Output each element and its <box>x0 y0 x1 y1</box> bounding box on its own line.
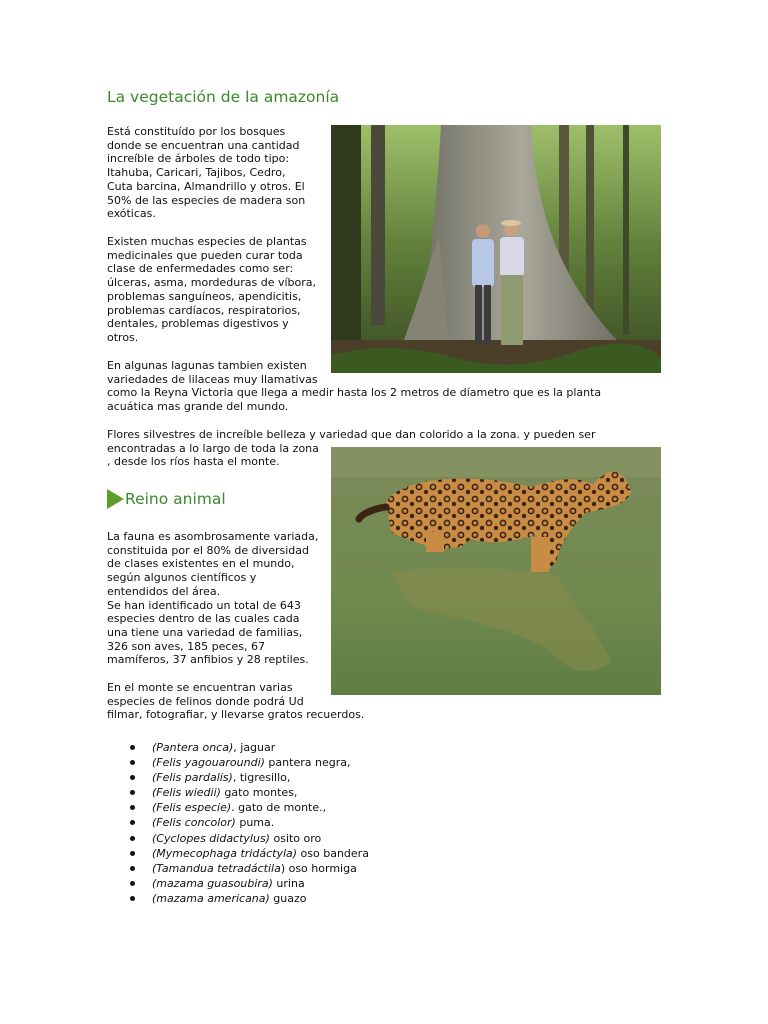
species-list <box>107 740 369 906</box>
animal-paragraph-1: La fauna es asombrosamente variada, constituida por el 80% de diversidad de clases existentes en el mundo, según algunos científicos y entendidos del área. Se han identificado un total de 643 especies dentro de las cuales cada una tiene una variedad de familias, 326 son aves, 185 peces, 67 mamíferos, 37 anfibios y 28 reptiles. <box>107 530 319 667</box>
jaguar-photo <box>331 447 661 695</box>
list-item: (mazama guasoubira) urina <box>107 876 369 891</box>
animal-paragraph-2: En el monte se encuentran varias especies de felinos donde podrá Ud filmar, fotografiar, y llevarse gratos recuerdos. <box>107 681 365 722</box>
list-item: (Felis especie). gato de monte., <box>107 800 369 815</box>
list-item: (Felis pardalis), tigresillo, <box>107 770 369 785</box>
page-title: La vegetación de la amazonía <box>107 88 340 106</box>
list-item: (mazama americana) guazo <box>107 891 369 906</box>
vegetation-paragraph-2: Existen muchas especies de plantas medicinales que pueden curar toda clase de enfermedades como ser: úlceras, asma, mordeduras de víbora, problemas sanguíneos, apendicitis, problemas cardíacos, respiratorios, dentales, problemas digestivos y otros. <box>107 235 317 344</box>
vegetation-paragraph-3: En algunas lagunas tambien existen variedades de lilaceas muy llamativas como la Reyna Victoria que llega a medir hasta los 2 metros de díametro que es la planta acuática mas grande del mundo. <box>107 359 602 414</box>
list-item: (Tamandua tetradáctila) oso hormiga <box>107 861 369 876</box>
vegetation-paragraph-4: Flores silvestres de increíble belleza y variedad que dan colorido a la zona. y pueden ser encontradas a lo largo de toda la zona , desde los ríos hasta el monte. <box>107 428 596 469</box>
list-item: (Pantera onca), jaguar <box>107 740 369 755</box>
list-item: (Mymecophaga tridáctyla) oso bandera <box>107 846 369 861</box>
giant-tree-photo <box>331 125 661 373</box>
animal-heading-label: Reino animal <box>125 490 226 508</box>
list-item: (Felis wiedii) gato montes, <box>107 785 369 800</box>
list-item: (Felis yagouaroundi) pantera negra, <box>107 755 369 770</box>
vegetation-paragraph-1: Está constituído por los bosques donde se encuentran una cantidad increíble de árboles de todo tipo: Itahuba, Caricari, Tajibos, Cedro, Cuta barcina, Almandrillo y otros. El 50% de las especies de madera son exóticas. <box>107 125 306 221</box>
green-arrow-icon <box>107 489 124 509</box>
list-item: (Felis concolor) puma. <box>107 815 369 830</box>
list-item: (Cyclopes didactylus) osito oro <box>107 831 369 846</box>
animal-section-heading <box>107 489 226 509</box>
